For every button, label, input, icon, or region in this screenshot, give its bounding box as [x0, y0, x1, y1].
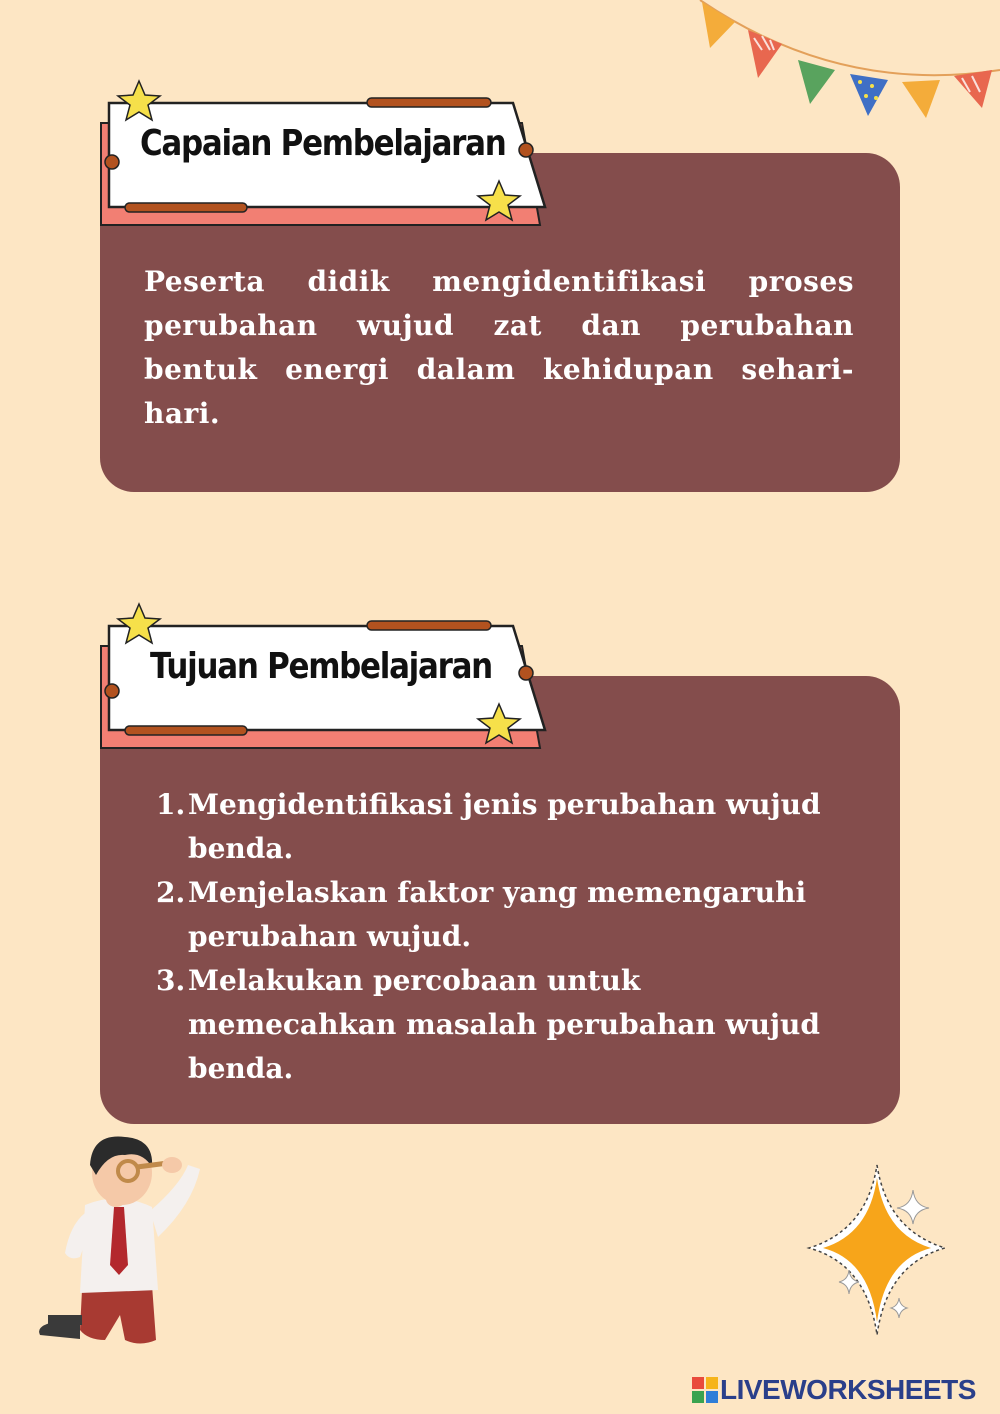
list-item [156, 959, 856, 1091]
list-item [156, 783, 856, 871]
student-illustration [30, 1125, 220, 1355]
list-text: Melakukan percobaan untuk memecahkan masalah perubahan wujud benda. [188, 964, 820, 1085]
capaian-title-banner [95, 75, 565, 215]
list-number: 1. [156, 788, 186, 821]
tujuan-title: Tujuan Pembelajaran [150, 646, 492, 687]
capaian-text: Peserta didik mengidentifikasi proses perubahan wujud zat dan perubahan bentuk energi dalam kehidupan sehari-hari. [144, 265, 854, 430]
list-item [156, 871, 856, 959]
sparkle-sticker [805, 1160, 950, 1340]
tujuan-title-banner [95, 598, 565, 738]
liveworksheets-logo-text: LIVEWORKSHEETS [720, 1374, 976, 1405]
list-number: 2. [156, 876, 186, 909]
list-number: 3. [156, 964, 186, 997]
list-text: Menjelaskan faktor yang memengaruhi perubahan wujud. [188, 876, 807, 953]
liveworksheets-logo-icon [692, 1377, 718, 1403]
list-text: Mengidentifikasi jenis perubahan wujud benda. [188, 788, 821, 865]
liveworksheets-logo [692, 1375, 976, 1405]
capaian-title: Capaian Pembelajaran [140, 123, 506, 164]
bunting-flags-decoration [690, 0, 1000, 130]
tujuan-list [156, 783, 856, 1091]
